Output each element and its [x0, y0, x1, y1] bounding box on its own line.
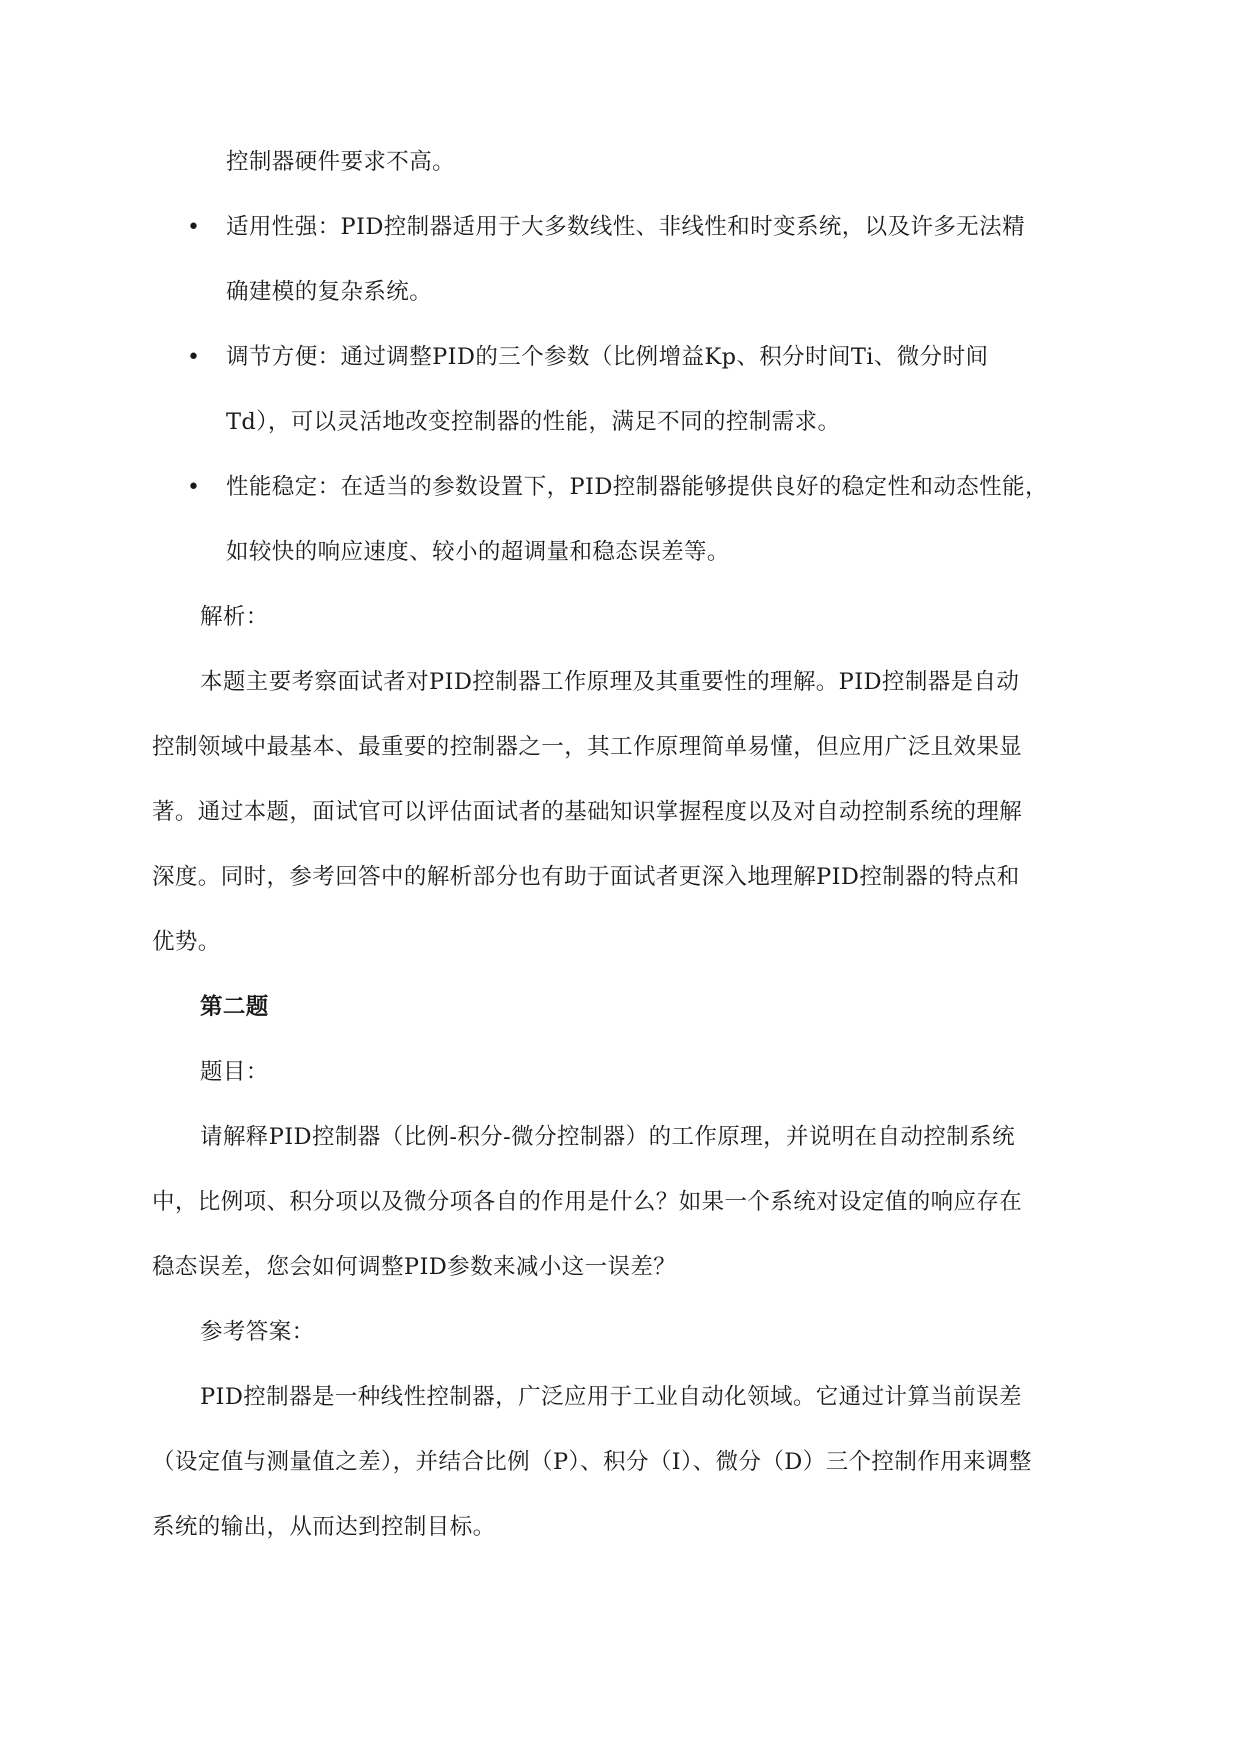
paragraph-line: 系统的输出，从而达到控制目标。 — [152, 1514, 496, 1540]
bullet-icon: • — [187, 475, 201, 500]
paragraph-line: （设定值与测量值之差），并结合比例（P）、积分（I）、微分（D）三个控制作用来调整 — [152, 1449, 1032, 1475]
paragraph-line: 中，比例项、积分项以及微分项各自的作用是什么？如果一个系统对设定值的响应存在 — [152, 1189, 1023, 1215]
list-item-text: 调节方便：通过调整PID的三个参数（比例增益Kp、积分时间Ti、微分时间 — [226, 344, 989, 370]
question-paragraph — [152, 1105, 1092, 1300]
answer-paragraph — [152, 1365, 1092, 1560]
analysis-paragraph — [152, 650, 1092, 975]
document-page — [152, 130, 1092, 1560]
paragraph-line: 请解释PID控制器（比例-积分-微分控制器）的工作原理，并说明在自动控制系统 — [200, 1124, 1015, 1150]
analysis-label: 解析： — [200, 604, 269, 630]
bullet-icon: • — [187, 345, 201, 370]
paragraph-line: 本题主要考察面试者对PID控制器工作原理及其重要性的理解。PID控制器是自动 — [200, 669, 1020, 695]
paragraph-line: 深度。同时，参考回答中的解析部分也有助于面试者更深入地理解PID控制器的特点和 — [152, 864, 1020, 890]
list-item-text: 如较快的响应速度、较小的超调量和稳态误差等。 — [226, 539, 730, 565]
advantages-list — [152, 195, 1092, 585]
paragraph-line: PID控制器是一种线性控制器，广泛应用于工业自动化领域。它通过计算当前误差 — [200, 1384, 1022, 1410]
list-item — [152, 195, 1092, 325]
list-item-text: 确建模的复杂系统。 — [226, 279, 433, 305]
question-label: 题目： — [200, 1059, 269, 1085]
list-item-text: 适用性强：PID控制器适用于大多数线性、非线性和时变系统，以及许多无法精 — [226, 214, 1025, 240]
list-item-text: Td），可以灵活地改变控制器的性能，满足不同的控制需求。 — [226, 409, 841, 435]
list-item — [152, 325, 1092, 455]
list-item-text: 性能稳定：在适当的参数设置下，PID控制器能够提供良好的稳定性和动态性能， — [226, 474, 1048, 500]
paragraph-line: 优势。 — [152, 929, 221, 955]
paragraph-line: 控制领域中最基本、最重要的控制器之一，其工作原理简单易懂，但应用广泛且效果显 — [152, 734, 1023, 760]
intro-continuation: 控制器硬件要求不高。 — [226, 149, 456, 175]
paragraph-line: 著。通过本题，面试官可以评估面试者的基础知识掌握程度以及对自动控制系统的理解 — [152, 799, 1023, 825]
paragraph-line: 稳态误差，您会如何调整PID参数来减小这一误差？ — [152, 1254, 677, 1280]
bullet-icon: • — [187, 215, 201, 240]
answer-label: 参考答案： — [200, 1319, 315, 1345]
section-heading: 第二题 — [200, 994, 269, 1020]
list-item — [152, 455, 1092, 585]
